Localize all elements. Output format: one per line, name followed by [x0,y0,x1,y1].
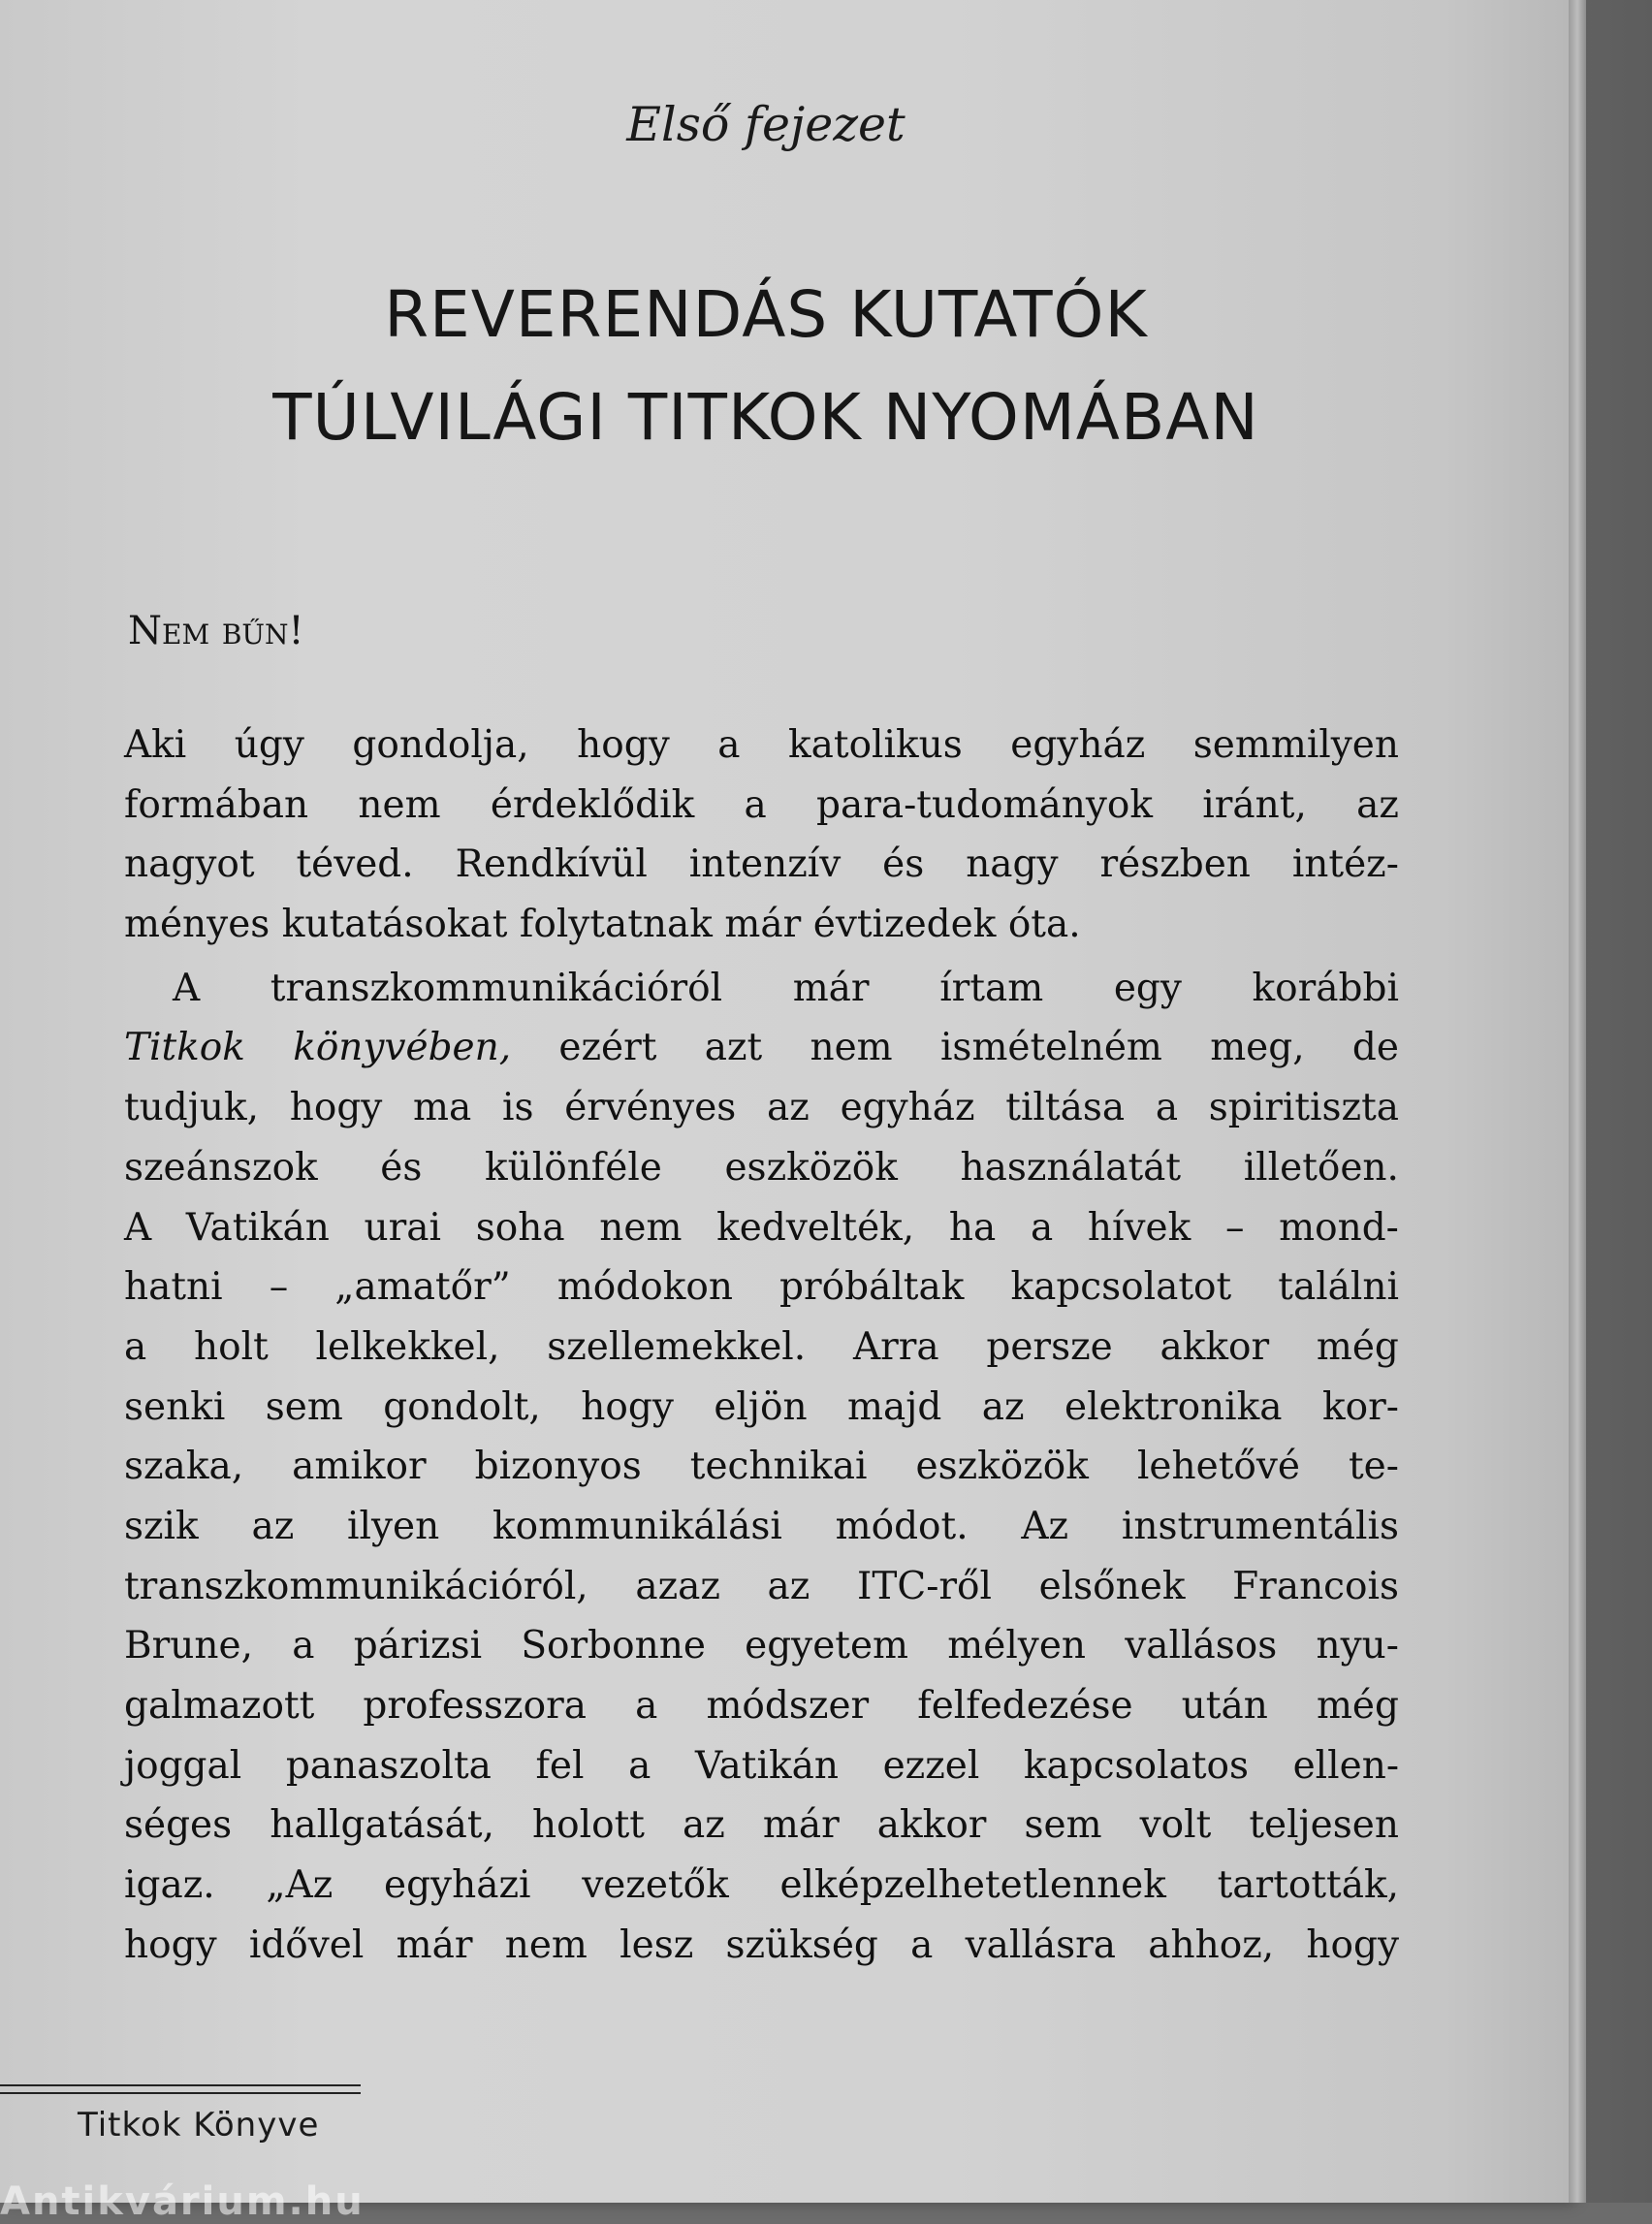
text-line: szeánszok és különféle eszközök használatát illetően. [124,1145,1399,1190]
text-line: Aki úgy gondolja, hogy a katolikus egyház semmilyen [124,723,1399,767]
section-heading: Nem bűn! [128,609,304,653]
paragraph-2 [124,959,1399,1976]
text-line: transzkommunikációról, azaz az ITC-ről elsőnek Francois [124,1564,1399,1608]
italic-book-title: könyvében, [293,1026,512,1070]
text-line: szaka, amikor bizonyos technikai eszközök lehetővé te- [124,1445,1399,1489]
text-line: nagyot téved. Rendkívül intenzív és nagy részben intéz- [124,842,1399,887]
text-line: szik az ilyen kommunikálási módot. Az instrumentális [124,1504,1399,1548]
page-edge [1569,0,1586,2203]
chapter-title-line: TÚLVILÁGI TITKOK NYOMÁBAN [272,380,1259,455]
text-line: a holt lelkekkel, szellemekkel. Arra persze akkor még [124,1324,1399,1369]
watermark: Antikvárium.hu [0,2179,365,2224]
footer-rule [0,2084,361,2094]
paragraph-1 [124,715,1399,955]
chapter-title-line: REVERENDÁS KUTATÓK [384,277,1148,352]
text-line: hatni – „amatőr” módokon próbáltak kapcsolatot találni [124,1265,1399,1310]
text-line: igaz. „Az egyházi vezetők elképzelhetetlennek tartották, [124,1863,1399,1908]
text-line: hogy idővel már nem lesz szükség a vallásra ahhoz, hogy [124,1922,1399,1967]
text-line: tudjuk, hogy ma is érvényes az egyház tiltása a spiritiszta [124,1086,1399,1130]
text-line: formában nem érdeklődik a para-tudományok iránt, az [124,782,1399,827]
running-footer: Titkok Könyve [78,2106,320,2145]
italic-book-title: Titkok [124,1026,245,1070]
text-line: ményes kutatásokat folytatnak már évtizedek óta. [124,903,1081,947]
body-text [124,715,1399,1975]
chapter-title [0,264,1532,469]
text-line: galmazott professzora a módszer felfedezése után még [124,1684,1399,1728]
text-line: A Vatikán urai soha nem kedvelték, ha a hívek – mond- [124,1205,1399,1250]
text-line: A transzkommunikációról már írtam egy korábbi [173,966,1399,1010]
text-line: senki sem gondolt, hogy eljön majd az elektronika kor- [124,1384,1399,1429]
text-line: joggal panaszolta fel a Vatikán ezzel kapcsolatos ellen- [124,1743,1399,1788]
text-line: séges hallgatását, holott az már akkor sem volt teljesen [124,1803,1399,1848]
chapter-label: Első fejezet [626,97,905,152]
text-line: Titkok könyvében, ezért azt nem ismételném meg, de [124,1018,1399,1078]
text-line: Brune, a párizsi Sorbonne egyetem mélyen vallásos nyu- [124,1624,1399,1668]
